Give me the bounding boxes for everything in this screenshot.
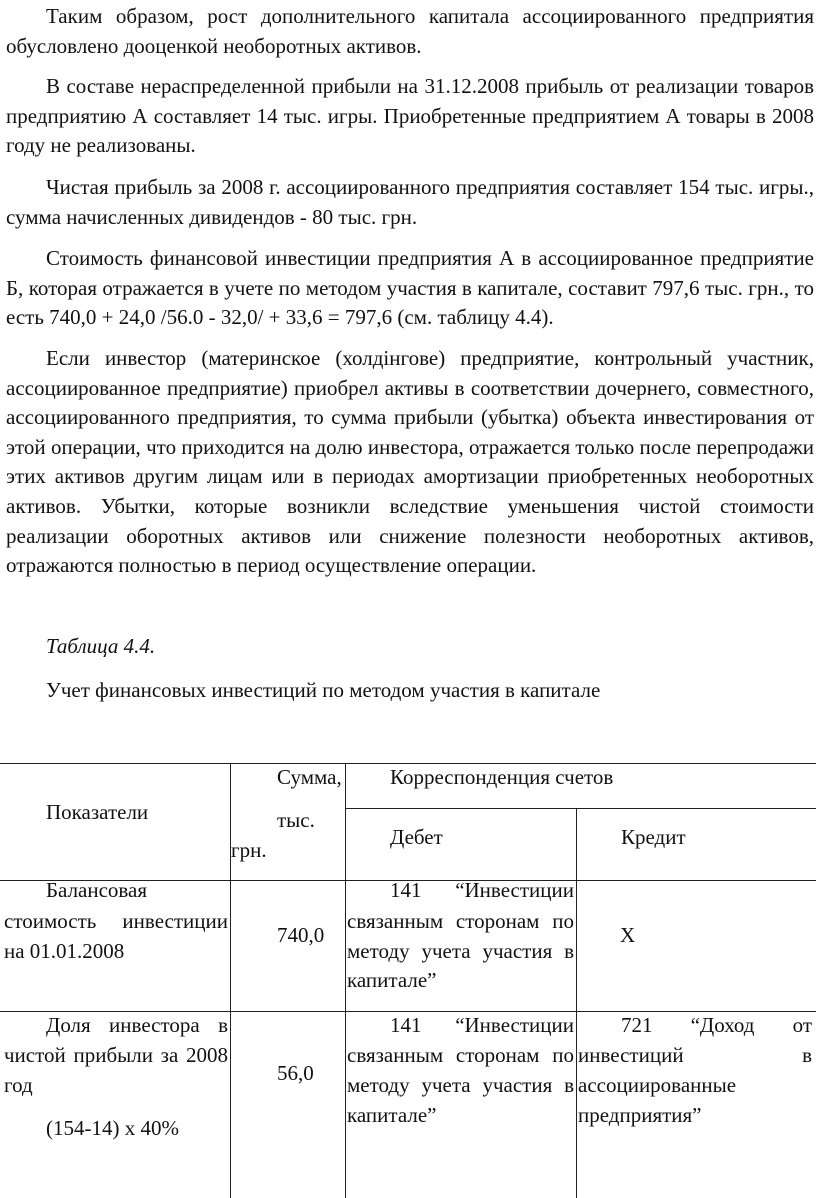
table-col-line-2 (345, 763, 346, 1198)
row2-indicator-line2: чистой прибыли за 2008 (4, 1043, 228, 1067)
row2-debit-line2: связанным сторонам по (347, 1043, 574, 1067)
row2-credit-line4: предприятия” (578, 1103, 702, 1127)
row1-debit-line1: 141 “Инвестиции (390, 878, 574, 902)
table-subheader-line (345, 808, 816, 809)
row1-debit-line3: методу учета участия в (347, 939, 574, 963)
paragraph-1: Таким образом, рост дополнительного капитала ассоциированного предприятия обусловлено дооценкой необоротных активов. (6, 4, 814, 58)
row2-indicator-line1: Доля инвестора в (46, 1013, 228, 1037)
row2-indicator-line3: год (4, 1073, 33, 1097)
row2-indicator-note: (154-14) х 40% (46, 1116, 179, 1140)
header-indicators: Показатели (46, 800, 149, 824)
row1-debit-line2: связанным сторонам по (347, 909, 574, 933)
row1-debit-line4: капитале” (347, 968, 437, 992)
paragraph-4: Стоимость финансовой инвестиции предприятия А в ассоциированное предприятие Б, которая отражается в учете по методом участия в капитале, составит 797,6 тыс. грн., то есть 740,0 + 24,0 /56.0 - 32,0/ + 33,6 = 797,6 (см. таблицу 4.4). (6, 246, 814, 330)
row2-sum: 56,0 (277, 1061, 314, 1085)
header-correspondence: Корреспонденция счетов (390, 765, 614, 789)
row2-credit-line2: инвестиций в (578, 1043, 812, 1067)
row2-credit-line1: 721 “Доход от (621, 1013, 812, 1037)
row2-credit-line3: ассоциированные (578, 1073, 737, 1097)
row1-sum: 740,0 (277, 923, 325, 947)
table-label: Таблица 4.4. (46, 634, 156, 658)
table-title: Учет финансовых инвестиций по методом участия в капитале (46, 678, 601, 702)
header-credit: Кредит (621, 825, 686, 849)
header-sum-line1: Сумма, (277, 765, 342, 789)
table-col-line-1 (230, 763, 231, 1198)
row1-indicator-line2: стоимость инвестиции (4, 909, 228, 933)
table-col-line-3 (576, 808, 577, 1198)
row2-debit-line3: методу учета участия в (347, 1073, 574, 1097)
paragraph-5: Если инвестор (материнское (холдінгове) предприятие, контрольный участник, ассоциированное предприятие) приобрел активы в соответствии дочернего, совместного, ассоциированного предприятия, то сумма прибыли (убытка) объекта инвестирования от этой операции, что приходится на долю инвестора, отражается только после перепродажи этих активов другим лицам или в периодах амортизации приобретенных необоротных активов. Убытки, которые возникли вследствие уменьшения чистой стоимости реализации оборотных активов или снижение полезности необоротных активов, отражаются полностью в период осуществление операции. (6, 346, 814, 578)
row2-debit-line4: капитале” (347, 1103, 437, 1127)
paragraph-2: В составе нераспределенной прибыли на 31.12.2008 прибыль от реализации товаров предприятию А составляет 14 тыс. игры. Приобретенные предприятием А товары в 2008 году не реализованы. (6, 74, 814, 158)
paragraph-3: Чистая прибыль за 2008 г. ассоциированного предприятия составляет 154 тыс. игры., сумма начисленных дивидендов - 80 тыс. грн. (6, 175, 814, 229)
header-debit: Дебет (390, 825, 443, 849)
row1-credit: Х (620, 923, 636, 947)
row1-indicator-line3: на 01.01.2008 (4, 939, 125, 963)
header-sum-line2: тыс. (277, 808, 315, 832)
row1-indicator-line1: Балансовая (46, 878, 148, 902)
header-sum-line3: грн. (231, 838, 267, 862)
row2-debit-line1: 141 “Инвестиции (390, 1013, 574, 1037)
